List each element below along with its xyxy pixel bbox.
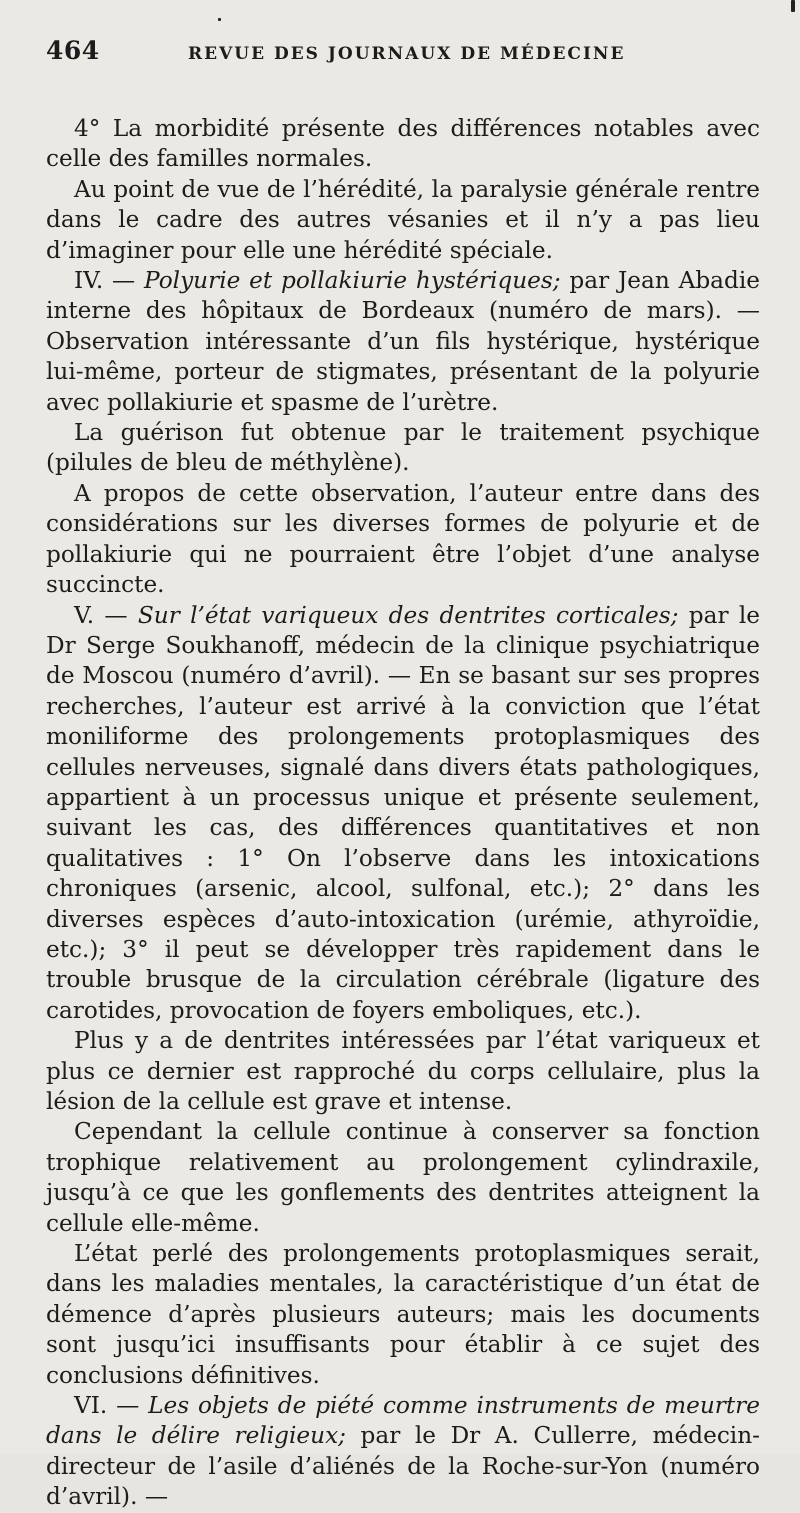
- article-body: [46, 114, 760, 1513]
- text-segment: IV. —: [74, 267, 145, 295]
- text-segment: Cependant la cellule continue à conserver sa fonction trophique relativement au prolongement cylindraxile, jusqu’à ce que les gonflements des dentrites atteignent la cellule elle-même.: [46, 1118, 760, 1237]
- text-segment: V. —: [74, 601, 138, 629]
- page-number: 464: [46, 36, 100, 65]
- text-segment: par le Dr Serge Soukhanoff, médecin de la clinique psychiatrique de Moscou (numéro d’avril). — En se basant sur ses propres recherches, l’auteur est arrivé à la conviction que l’état moniliforme des prolongements protoplasmiques des cellules nerveuses, signalé dans divers états pathologiques, appartient à un processus unique et présente seulement, suivant les cas, des différences quantitatives et non qualitatives : 1° On l’observe dans les intoxications chroniques (arsenic, alcool, sulfonal, etc.); 2° dans les diverses espèces d’auto-intoxication (urémie, athyroïdie, etc.); 3° il peut se développer très rapidement dans le trouble brusque de la circulation cérébrale (ligature des carotides, provocation de foyers emboliques, etc.).: [46, 601, 760, 1024]
- paragraph-p2: [46, 175, 760, 266]
- paragraph-p10: [46, 1391, 760, 1513]
- text-segment: par Jean Abadie interne des hôpitaux de Bordeaux (numéro de mars). — Observation intéressante d’un fils hystérique, hystérique lui-même, porteur de stigmates, présentant de la polyurie avec pollakiurie et spasme de l’urètre.: [46, 267, 760, 416]
- article-title: Les objets de piété comme instruments de meurtre dans le délire religieux;: [46, 1392, 760, 1450]
- paragraph-p1: [46, 114, 760, 175]
- scan-speck: [218, 18, 221, 21]
- paragraph-p4: [46, 418, 760, 479]
- text-segment: Plus y a de dentrites intéressées par l’état variqueux et plus ce dernier est rapproché du corps cellulaire, plus la lésion de la cellule est grave et intense.: [46, 1027, 760, 1115]
- text-segment: Au point de vue de l’hérédité, la paralysie générale rentre dans le cadre des autres vésanies et il n’y a pas lieu d’imaginer pour elle une hérédité spéciale.: [46, 175, 760, 264]
- text-segment: 4° La morbidité présente des différences notables avec celle des familles normales.: [46, 115, 760, 173]
- paragraph-p6: [46, 601, 760, 1027]
- article-title: Polyurie et pollakiurie hystériques;: [144, 267, 561, 295]
- paragraph-p5: [46, 479, 760, 601]
- text-segment: par le Dr A. Cullerre, médecin-directeur de l’asile d’aliénés de la Roche-sur-Yon (numéro d’avril). —: [46, 1422, 760, 1511]
- article-title: Sur l’état variqueux des dentrites corticales;: [137, 601, 679, 629]
- paragraph-p8: [46, 1117, 760, 1239]
- text-segment: VI. —: [74, 1392, 149, 1420]
- paragraph-p3: [46, 266, 760, 418]
- running-head: REVUE DES JOURNAUX DE MÉDECINE: [188, 44, 626, 64]
- paragraph-p7: [46, 1026, 760, 1117]
- scan-speck: [791, 0, 795, 12]
- text-segment: La guérison fut obtenue par le traitement psychique (pilules de bleu de méthylène).: [46, 419, 760, 477]
- text-segment: A propos de cette observation, l’auteur entre dans des considérations sur les diverses formes de polyurie et de pollakiurie qui ne pourraient être l’objet d’une analyse succincte.: [46, 479, 760, 599]
- text-segment: L’état perlé des prolongements protoplasmiques serait, dans les maladies mentales, la caractéristique d’un état de démence d’après plusieurs auteurs; mais les documents sont jusqu’ici insuffisants pour établir à ce sujet des conclusions définitives.: [46, 1240, 760, 1389]
- page-header: [46, 36, 760, 74]
- paragraph-p9: [46, 1239, 760, 1391]
